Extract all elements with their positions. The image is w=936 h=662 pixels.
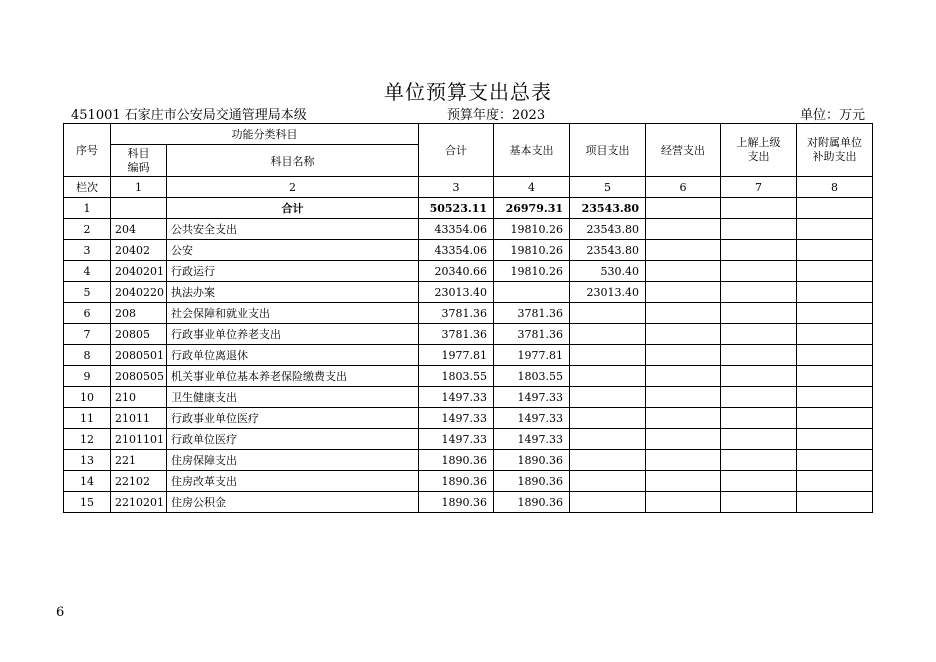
row-name: 住房改革支出	[167, 471, 419, 492]
row-subsidy	[797, 324, 873, 345]
row-total: 1890.36	[419, 450, 494, 471]
row-operating	[646, 282, 721, 303]
row-project	[570, 450, 646, 471]
row-project	[570, 366, 646, 387]
row-superior	[721, 219, 797, 240]
row-subsidy	[797, 261, 873, 282]
row-superior	[721, 492, 797, 513]
table-row	[64, 240, 873, 261]
row-superior	[721, 366, 797, 387]
row-total: 3781.36	[419, 303, 494, 324]
row-seq: 7	[64, 324, 111, 345]
row-seq: 10	[64, 387, 111, 408]
row-operating	[646, 366, 721, 387]
row-seq: 15	[64, 492, 111, 513]
row-operating	[646, 219, 721, 240]
row-code: 2080505	[111, 366, 167, 387]
row-project: 23543.80	[570, 219, 646, 240]
col-index-6: 6	[646, 177, 721, 198]
row-code	[111, 198, 167, 219]
row-seq: 1	[64, 198, 111, 219]
row-operating	[646, 240, 721, 261]
row-superior	[721, 471, 797, 492]
row-name: 住房公积金	[167, 492, 419, 513]
row-seq: 5	[64, 282, 111, 303]
header-operating: 经营支出	[646, 124, 721, 177]
row-project	[570, 492, 646, 513]
row-total: 1497.33	[419, 387, 494, 408]
row-operating	[646, 387, 721, 408]
col-index-label: 栏次	[64, 177, 111, 198]
row-seq: 8	[64, 345, 111, 366]
row-project	[570, 303, 646, 324]
row-code: 2040220	[111, 282, 167, 303]
row-name: 行政事业单位医疗	[167, 408, 419, 429]
row-code: 20805	[111, 324, 167, 345]
row-total: 1497.33	[419, 408, 494, 429]
row-project	[570, 471, 646, 492]
row-project: 530.40	[570, 261, 646, 282]
row-project: 23543.80	[570, 198, 646, 219]
row-basic	[494, 282, 570, 303]
row-subsidy	[797, 471, 873, 492]
row-operating	[646, 408, 721, 429]
row-code: 210	[111, 387, 167, 408]
table-row	[64, 198, 873, 219]
row-project	[570, 345, 646, 366]
row-project	[570, 387, 646, 408]
row-code: 204	[111, 219, 167, 240]
row-name: 公共安全支出	[167, 219, 419, 240]
row-subsidy	[797, 492, 873, 513]
row-superior	[721, 240, 797, 261]
col-index-2: 2	[167, 177, 419, 198]
row-total: 1497.33	[419, 429, 494, 450]
table-row	[64, 219, 873, 240]
row-subsidy	[797, 450, 873, 471]
row-name: 行政运行	[167, 261, 419, 282]
row-basic: 3781.36	[494, 324, 570, 345]
row-superior	[721, 408, 797, 429]
row-name: 机关事业单位基本养老保险缴费支出	[167, 366, 419, 387]
row-basic: 19810.26	[494, 240, 570, 261]
header-func-group: 功能分类科目	[111, 124, 419, 145]
row-code: 221	[111, 450, 167, 471]
row-superior	[721, 324, 797, 345]
row-operating	[646, 261, 721, 282]
row-total: 1890.36	[419, 492, 494, 513]
row-code: 22102	[111, 471, 167, 492]
row-name: 行政单位离退休	[167, 345, 419, 366]
row-seq: 3	[64, 240, 111, 261]
header-code: 科目 编码	[111, 145, 167, 177]
row-subsidy	[797, 366, 873, 387]
table-row	[64, 303, 873, 324]
row-basic: 26979.31	[494, 198, 570, 219]
row-subsidy	[797, 303, 873, 324]
row-superior	[721, 345, 797, 366]
table-row	[64, 492, 873, 513]
row-total: 1977.81	[419, 345, 494, 366]
row-subsidy	[797, 408, 873, 429]
row-code: 2040201	[111, 261, 167, 282]
row-operating	[646, 471, 721, 492]
table-row	[64, 450, 873, 471]
row-superior	[721, 303, 797, 324]
row-name: 公安	[167, 240, 419, 261]
row-operating	[646, 492, 721, 513]
row-seq: 4	[64, 261, 111, 282]
table-row	[64, 366, 873, 387]
row-basic: 1890.36	[494, 471, 570, 492]
row-basic: 1890.36	[494, 492, 570, 513]
row-basic: 1497.33	[494, 429, 570, 450]
table-row	[64, 471, 873, 492]
row-subsidy	[797, 240, 873, 261]
row-basic: 1497.33	[494, 387, 570, 408]
budget-table	[63, 123, 873, 513]
col-index-4: 4	[494, 177, 570, 198]
row-seq: 13	[64, 450, 111, 471]
row-code: 21011	[111, 408, 167, 429]
row-superior	[721, 198, 797, 219]
row-operating	[646, 303, 721, 324]
row-superior	[721, 261, 797, 282]
row-seq: 6	[64, 303, 111, 324]
budget-year: 预算年度：2023	[447, 108, 546, 123]
row-superior	[721, 450, 797, 471]
row-operating	[646, 450, 721, 471]
row-seq: 2	[64, 219, 111, 240]
row-basic: 1497.33	[494, 408, 570, 429]
row-basic: 19810.26	[494, 219, 570, 240]
col-index-3: 3	[419, 177, 494, 198]
row-subsidy	[797, 219, 873, 240]
row-basic: 19810.26	[494, 261, 570, 282]
row-basic: 3781.36	[494, 303, 570, 324]
header-subsidy: 对附属单位 补助支出	[797, 124, 873, 177]
col-index-7: 7	[721, 177, 797, 198]
table-row	[64, 282, 873, 303]
row-total: 1890.36	[419, 471, 494, 492]
row-name: 社会保障和就业支出	[167, 303, 419, 324]
table-row	[64, 387, 873, 408]
row-total: 43354.06	[419, 240, 494, 261]
row-name: 住房保障支出	[167, 450, 419, 471]
row-code: 2210201	[111, 492, 167, 513]
page-number: 6	[56, 605, 65, 620]
currency-unit: 单位：万元	[799, 108, 865, 123]
row-project	[570, 408, 646, 429]
table-row	[64, 345, 873, 366]
header-project: 项目支出	[570, 124, 646, 177]
row-basic: 1803.55	[494, 366, 570, 387]
row-seq: 14	[64, 471, 111, 492]
row-operating	[646, 429, 721, 450]
row-subsidy	[797, 345, 873, 366]
header-seq: 序号	[64, 124, 111, 177]
row-total: 1803.55	[419, 366, 494, 387]
row-basic: 1977.81	[494, 345, 570, 366]
row-operating	[646, 198, 721, 219]
row-total: 3781.36	[419, 324, 494, 345]
row-code: 208	[111, 303, 167, 324]
row-operating	[646, 324, 721, 345]
row-superior	[721, 429, 797, 450]
col-index-1: 1	[111, 177, 167, 198]
table-row	[64, 261, 873, 282]
row-subsidy	[797, 198, 873, 219]
col-index-8: 8	[797, 177, 873, 198]
table-row	[64, 408, 873, 429]
table-row	[64, 324, 873, 345]
row-name: 执法办案	[167, 282, 419, 303]
row-code: 2080501	[111, 345, 167, 366]
header-basic: 基本支出	[494, 124, 570, 177]
page-title: 单位预算支出总表	[384, 80, 552, 104]
row-total: 20340.66	[419, 261, 494, 282]
row-project	[570, 324, 646, 345]
row-total: 50523.11	[419, 198, 494, 219]
header-name: 科目名称	[167, 145, 419, 177]
row-subsidy	[797, 429, 873, 450]
row-basic: 1890.36	[494, 450, 570, 471]
row-project: 23013.40	[570, 282, 646, 303]
row-total: 43354.06	[419, 219, 494, 240]
row-project: 23543.80	[570, 240, 646, 261]
unit-name: 451001 石家庄市公安局交通管理局本级	[71, 108, 307, 123]
row-subsidy	[797, 387, 873, 408]
table-row	[64, 429, 873, 450]
row-total: 23013.40	[419, 282, 494, 303]
row-operating	[646, 345, 721, 366]
row-project	[570, 429, 646, 450]
header-superior: 上解上级 支出	[721, 124, 797, 177]
row-code: 20402	[111, 240, 167, 261]
row-subsidy	[797, 282, 873, 303]
row-seq: 11	[64, 408, 111, 429]
row-name: 行政事业单位养老支出	[167, 324, 419, 345]
row-seq: 9	[64, 366, 111, 387]
col-index-5: 5	[570, 177, 646, 198]
row-superior	[721, 282, 797, 303]
row-code: 2101101	[111, 429, 167, 450]
row-name: 卫生健康支出	[167, 387, 419, 408]
row-seq: 12	[64, 429, 111, 450]
row-name: 合计	[167, 198, 419, 219]
row-superior	[721, 387, 797, 408]
header-total: 合计	[419, 124, 494, 177]
row-name: 行政单位医疗	[167, 429, 419, 450]
